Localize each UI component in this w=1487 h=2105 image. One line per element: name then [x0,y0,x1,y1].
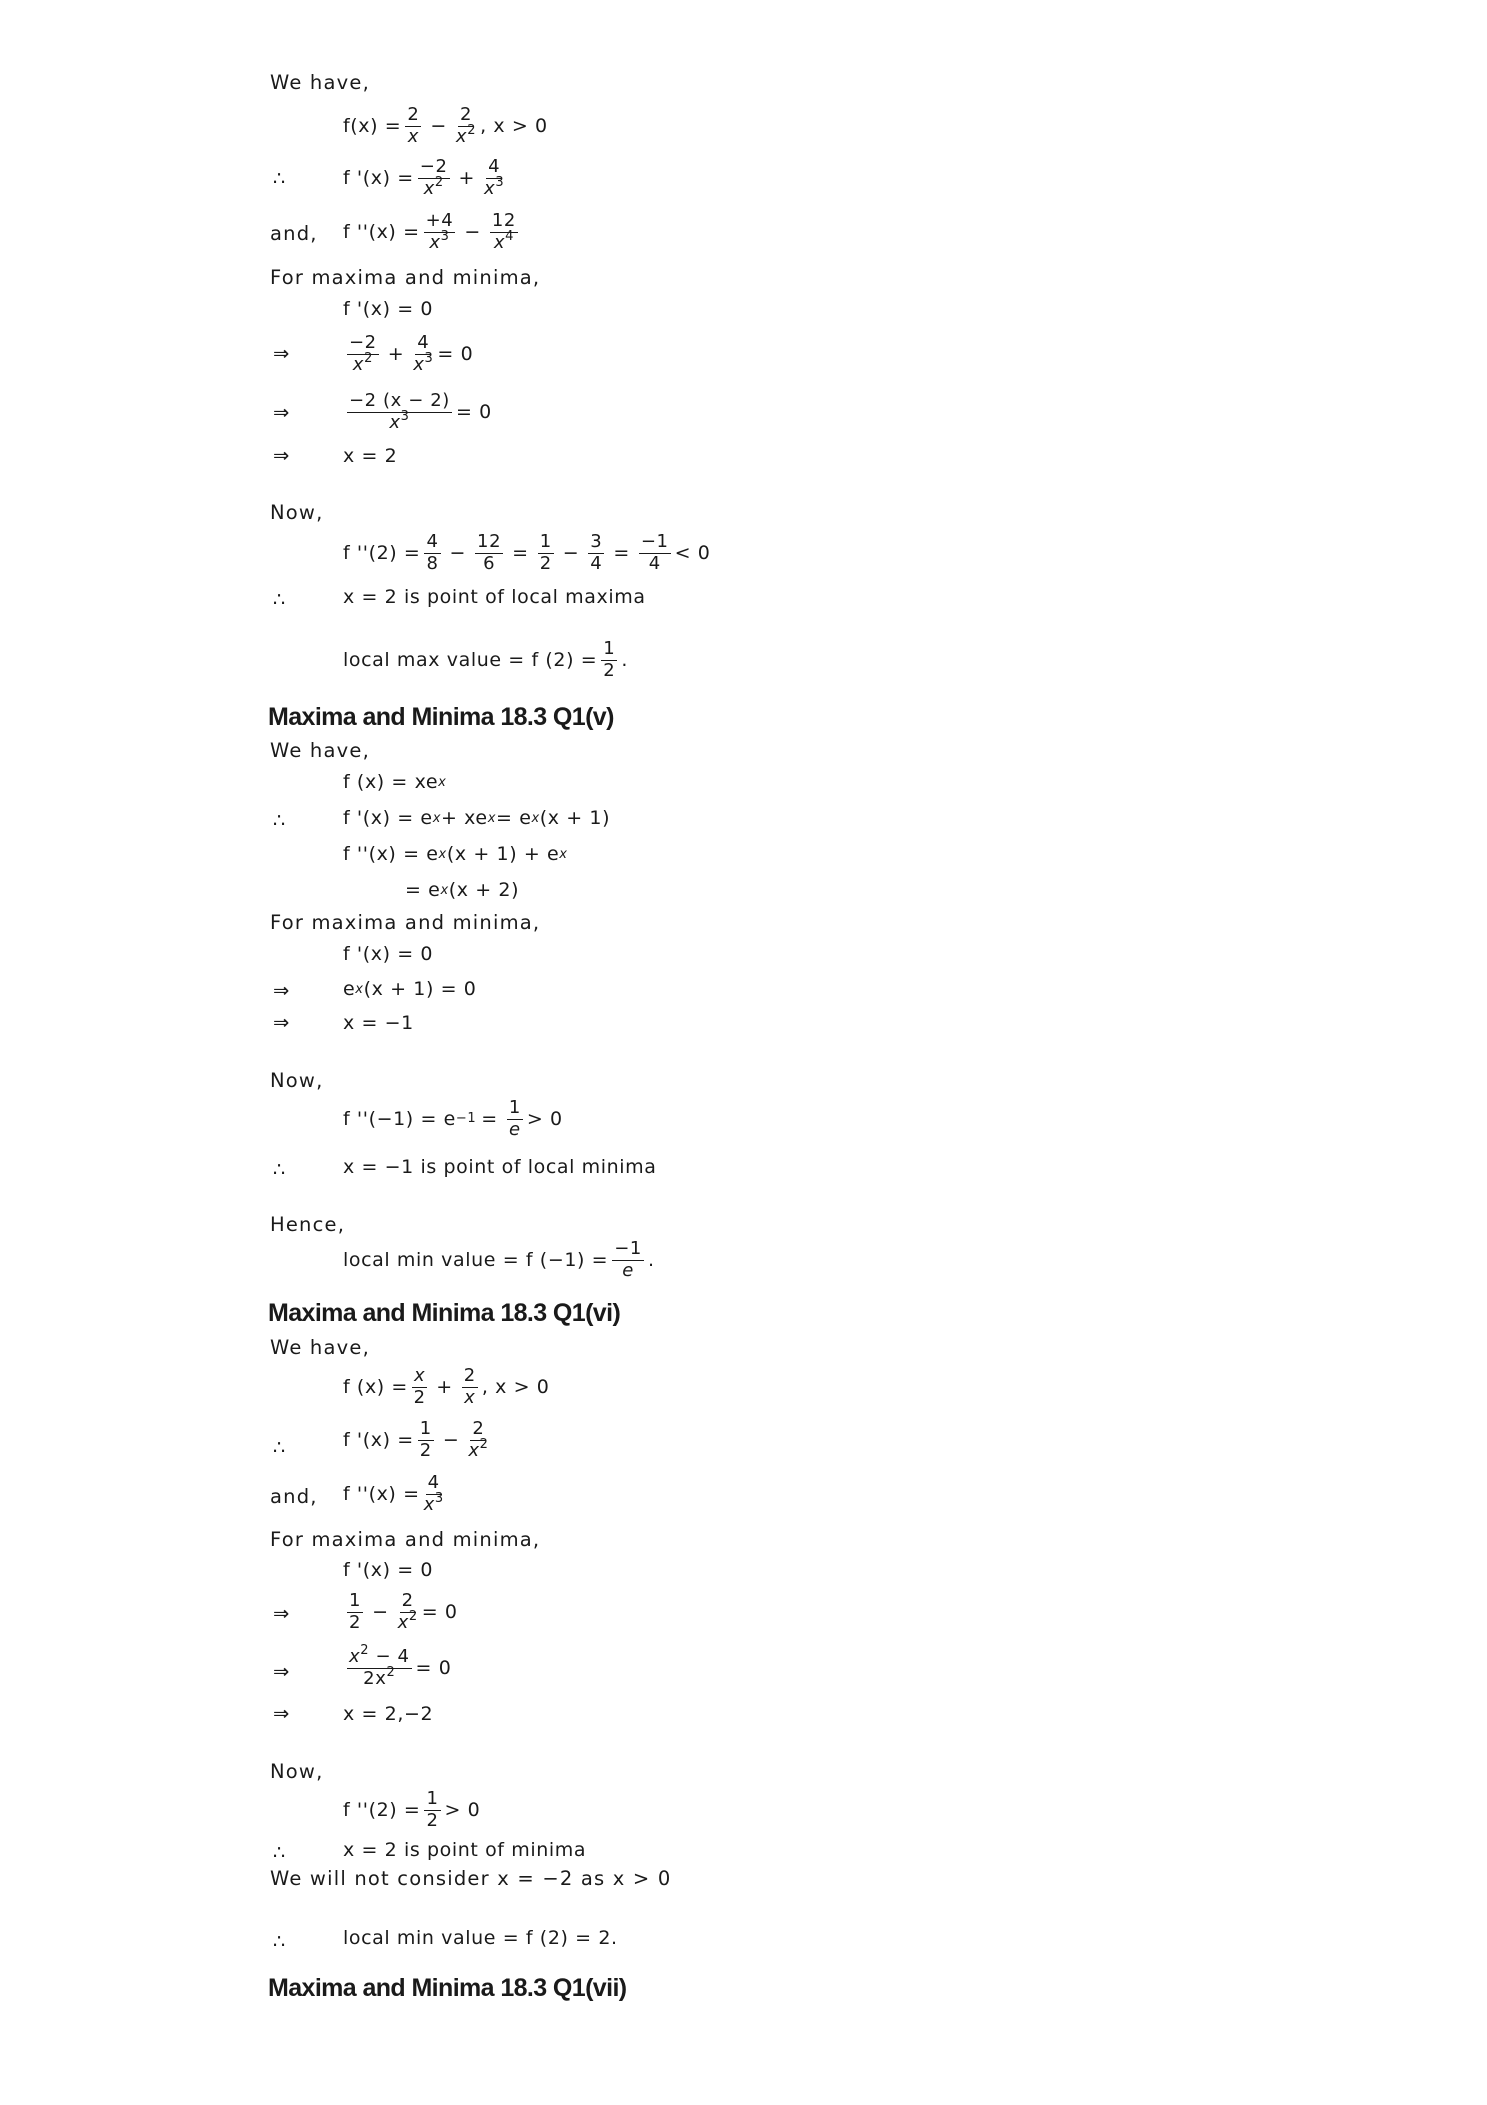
second-derivative: f ''(x) = $\frac{+4}{x^3}$ − $\frac{12}{x^4}$ [343,210,516,253]
step1: e x (x + 1) = 0 [343,978,477,1000]
step2: $\frac{-2 (x - 2)}{x^3}$ = 0 [349,390,492,433]
implies-symbol: ⇒ [273,1660,291,1683]
conclusion: x = −1 is point of local minima [343,1156,657,1178]
first-derivative: f '(x) = e x + xe x = e x (x + 1) [343,807,611,829]
now-text: Now, [270,1069,324,1092]
we-have-text: We have, [270,1336,370,1359]
we-have-text: We have, [270,739,370,762]
step1: 1 2 − $\frac{2}{x^2}$ = 0 [349,1590,458,1633]
therefore-symbol: ∴ [273,167,287,190]
now-text: Now, [270,1760,324,1783]
note-text: We will not consider x = −2 as x > 0 [270,1867,672,1890]
conclusion: x = 2 is point of local maxima [343,586,646,608]
second-derivative-check: f ''(2) = $\frac{1}{2}$ > 0 [343,1788,481,1831]
and-text: and, [270,1485,318,1508]
condition: f '(x) = 0 [343,298,434,320]
step1: −2 $x^2$ + $\frac{4}{x^3}$ = 0 [349,332,474,375]
f-definition: f (x) = $\frac{x}{2}$ + $\frac{2}{x}$ , x > 0 [343,1365,550,1408]
condition: f '(x) = 0 [343,1559,434,1581]
hence-text: Hence, [270,1213,346,1236]
implies-symbol: ⇒ [273,1602,291,1625]
implies-symbol: ⇒ [273,401,291,424]
we-have-text: We have, [270,71,370,94]
section-heading-q1vii: Maxima and Minima 18.3 Q1(vii) [268,1974,627,2002]
step3: x = 2 [343,445,398,467]
implies-symbol: ⇒ [273,1011,291,1034]
for-maxima-minima-text: For maxima and minima, [270,266,541,289]
second-derivative: f ''(x) = $\frac{4}{x^3}$ [343,1472,444,1515]
second-derivative: f ''(x) = e x (x + 1) + e x [343,843,568,865]
therefore-symbol: ∴ [273,809,287,832]
second-derivative-check: f ''(−1) = e −1 = $\frac{1}{e}$ > 0 [343,1097,563,1140]
second-derivative-simplified: = e x (x + 2) [405,879,520,901]
section-heading-q1v: Maxima and Minima 18.3 Q1(v) [268,703,614,731]
condition: f '(x) = 0 [343,943,434,965]
implies-symbol: ⇒ [273,979,291,1002]
local-min-value: local min value = f (2) = 2. [343,1927,618,1949]
section-heading-q1vi: Maxima and Minima 18.3 Q1(vi) [268,1299,621,1327]
and-text: and, [270,222,318,245]
implies-symbol: ⇒ [273,1702,291,1725]
f-definition: f(x) = $\frac{2}{x}$ − $\frac{2}{x^2}$ , x > 0 [343,104,548,147]
step2: x = −1 [343,1012,414,1034]
for-maxima-minima-text: For maxima and minima, [270,1528,541,1551]
conclusion: x = 2 is point of minima [343,1839,587,1861]
first-derivative: f '(x) = $\frac{1}{2}$ − $\frac{2}{x^2}$ [343,1418,489,1461]
therefore-symbol: ∴ [273,1841,287,1864]
therefore-symbol: ∴ [273,1158,287,1181]
step2: $\frac{x^2 - 4}{2x^2}$ = 0 [349,1643,452,1689]
therefore-symbol: ∴ [273,1930,287,1953]
now-text: Now, [270,501,324,524]
for-maxima-minima-text: For maxima and minima, [270,911,541,934]
therefore-symbol: ∴ [273,588,287,611]
step3: x = 2,−2 [343,1703,434,1725]
first-derivative: f '(x) = $\frac{-2}{x^2}$ + $\frac{4}{x^3}$ [343,156,505,199]
second-derivative-check: f ''(2) = $\frac{4}{8}$ − $\frac{12}{6}$ = $\frac{1}{2}$ − $\frac{3}{4}$ = $\frac{-1}{4}$ < 0 [343,531,711,574]
local-max-value: local max value = f (2) = $\frac{1}{2}$ . [343,638,628,681]
implies-symbol: ⇒ [273,444,291,467]
f-definition: f (x) = xe x [343,771,447,793]
implies-symbol: ⇒ [273,342,291,365]
local-min-value: local min value = f (−1) = $\frac{-1}{e}$ . [343,1238,655,1281]
therefore-symbol: ∴ [273,1436,287,1459]
